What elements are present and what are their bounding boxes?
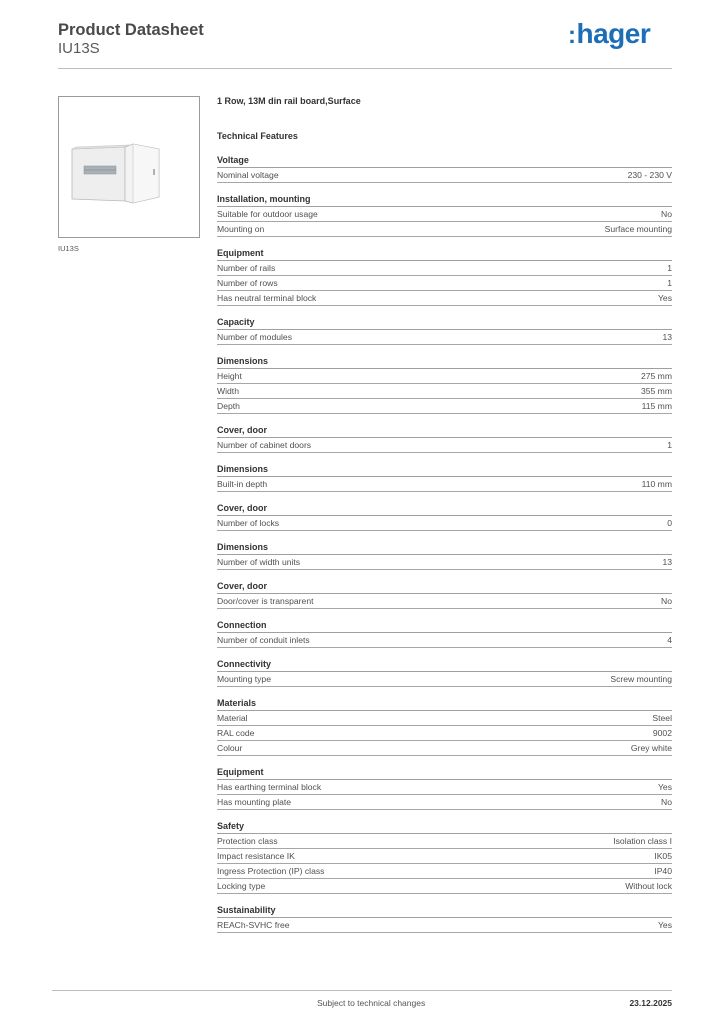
feature-label: Mounting on [217, 224, 265, 234]
section-title: Voltage [217, 154, 672, 168]
feature-value: Isolation class I [613, 836, 672, 846]
feature-row [217, 330, 672, 345]
feature-section [217, 580, 672, 609]
feature-value: Grey white [630, 743, 672, 753]
feature-section [217, 502, 672, 531]
feature-label: Protection class [217, 836, 278, 846]
section-title: Materials [217, 697, 672, 711]
feature-row [217, 369, 672, 384]
product-image [58, 96, 200, 238]
feature-label: Number of width units [217, 557, 301, 567]
feature-value: No [661, 209, 672, 219]
feature-row [217, 672, 672, 687]
feature-section [217, 463, 672, 492]
feature-value: 230 - 230 V [627, 170, 672, 180]
feature-value: IK05 [654, 851, 672, 861]
feature-label: Door/cover is transparent [217, 596, 314, 606]
section-title: Cover, door [217, 580, 672, 594]
feature-section [217, 766, 672, 810]
feature-label: Has mounting plate [217, 797, 292, 807]
feature-row [217, 795, 672, 810]
feature-row [217, 276, 672, 291]
section-title: Sustainability [217, 904, 672, 918]
feature-label: Depth [217, 401, 240, 411]
feature-label: Locking type [217, 881, 266, 891]
feature-sections [217, 154, 672, 933]
page-title: Product Datasheet [58, 21, 204, 39]
feature-section [217, 316, 672, 345]
feature-row [217, 711, 672, 726]
feature-label: Mounting type [217, 674, 271, 684]
product-description: 1 Row, 13M din rail board,Surface [217, 96, 361, 106]
feature-section [217, 193, 672, 237]
feature-value: No [661, 596, 672, 606]
feature-section [217, 154, 672, 183]
feature-row [217, 849, 672, 864]
feature-section [217, 658, 672, 687]
feature-row [217, 291, 672, 306]
feature-row [217, 168, 672, 183]
feature-value: Without lock [625, 881, 672, 891]
feature-section [217, 820, 672, 894]
feature-row [217, 918, 672, 933]
feature-value: 13 [662, 557, 672, 567]
section-title: Dimensions [217, 463, 672, 477]
feature-label: Height [217, 371, 242, 381]
feature-row [217, 516, 672, 531]
technical-features-heading: Technical Features [217, 131, 298, 141]
feature-value: IP40 [654, 866, 672, 876]
feature-value: 110 mm [641, 479, 672, 489]
feature-label: Has neutral terminal block [217, 293, 317, 303]
feature-value: Screw mounting [610, 674, 672, 684]
feature-row [217, 726, 672, 741]
section-title: Installation, mounting [217, 193, 672, 207]
feature-label: Number of rails [217, 263, 276, 273]
feature-row [217, 834, 672, 849]
features-panel [217, 95, 672, 943]
footer-date: 23.12.2025 [629, 998, 672, 1008]
footer-divider [52, 990, 672, 991]
feature-label: Nominal voltage [217, 170, 279, 180]
feature-label: Ingress Protection (IP) class [217, 866, 325, 876]
enclosure-illustration-icon [59, 97, 199, 237]
header-divider [58, 68, 672, 69]
section-title: Dimensions [217, 355, 672, 369]
section-title: Connection [217, 619, 672, 633]
feature-value: 4 [667, 635, 672, 645]
feature-label: RAL code [217, 728, 255, 738]
hager-logo [568, 18, 650, 50]
product-code: IU13S [58, 40, 100, 57]
feature-label: Impact resistance IK [217, 851, 295, 861]
feature-row [217, 261, 672, 276]
feature-value: Yes [657, 782, 672, 792]
section-title: Capacity [217, 316, 672, 330]
feature-value: No [661, 797, 672, 807]
feature-section [217, 355, 672, 414]
feature-label: Built-in depth [217, 479, 268, 489]
feature-row [217, 780, 672, 795]
feature-value: Steel [652, 713, 672, 723]
section-title: Connectivity [217, 658, 672, 672]
feature-label: Number of modules [217, 332, 292, 342]
feature-row [217, 633, 672, 648]
feature-value: Surface mounting [604, 224, 672, 234]
feature-value: Yes [657, 293, 672, 303]
section-title: Cover, door [217, 502, 672, 516]
logo-text: hager [576, 18, 651, 49]
feature-value: 1 [667, 278, 672, 288]
feature-row [217, 741, 672, 756]
feature-label: Colour [217, 743, 243, 753]
feature-label: Material [217, 713, 248, 723]
feature-value: 13 [662, 332, 672, 342]
section-title: Safety [217, 820, 672, 834]
footer-note: Subject to technical changes [317, 998, 426, 1008]
feature-value: 9002 [652, 728, 672, 738]
feature-section [217, 247, 672, 306]
feature-label: Width [217, 386, 239, 396]
logo-dots-icon: : [568, 22, 576, 49]
feature-label: REACh-SVHC free [217, 920, 290, 930]
feature-row [217, 222, 672, 237]
feature-section [217, 697, 672, 756]
feature-value: 0 [667, 518, 672, 528]
section-title: Dimensions [217, 541, 672, 555]
feature-label: Suitable for outdoor usage [217, 209, 318, 219]
feature-label: Number of locks [217, 518, 280, 528]
section-title: Equipment [217, 766, 672, 780]
feature-row [217, 399, 672, 414]
feature-row [217, 207, 672, 222]
feature-section [217, 904, 672, 933]
feature-row [217, 438, 672, 453]
feature-row [217, 879, 672, 894]
image-caption: IU13S [58, 244, 79, 253]
feature-label: Number of conduit inlets [217, 635, 310, 645]
feature-row [217, 594, 672, 609]
feature-section [217, 541, 672, 570]
feature-value: 275 mm [640, 371, 672, 381]
feature-row [217, 864, 672, 879]
feature-row [217, 477, 672, 492]
feature-section [217, 424, 672, 453]
section-title: Equipment [217, 247, 672, 261]
feature-value: 1 [667, 263, 672, 273]
section-title: Cover, door [217, 424, 672, 438]
feature-section [217, 619, 672, 648]
feature-value: Yes [657, 920, 672, 930]
feature-value: 1 [667, 440, 672, 450]
feature-label: Has earthing terminal block [217, 782, 322, 792]
feature-label: Number of rows [217, 278, 278, 288]
feature-row [217, 555, 672, 570]
feature-label: Number of cabinet doors [217, 440, 312, 450]
feature-value: 355 mm [640, 386, 672, 396]
feature-row [217, 384, 672, 399]
feature-value: 115 mm [641, 401, 672, 411]
